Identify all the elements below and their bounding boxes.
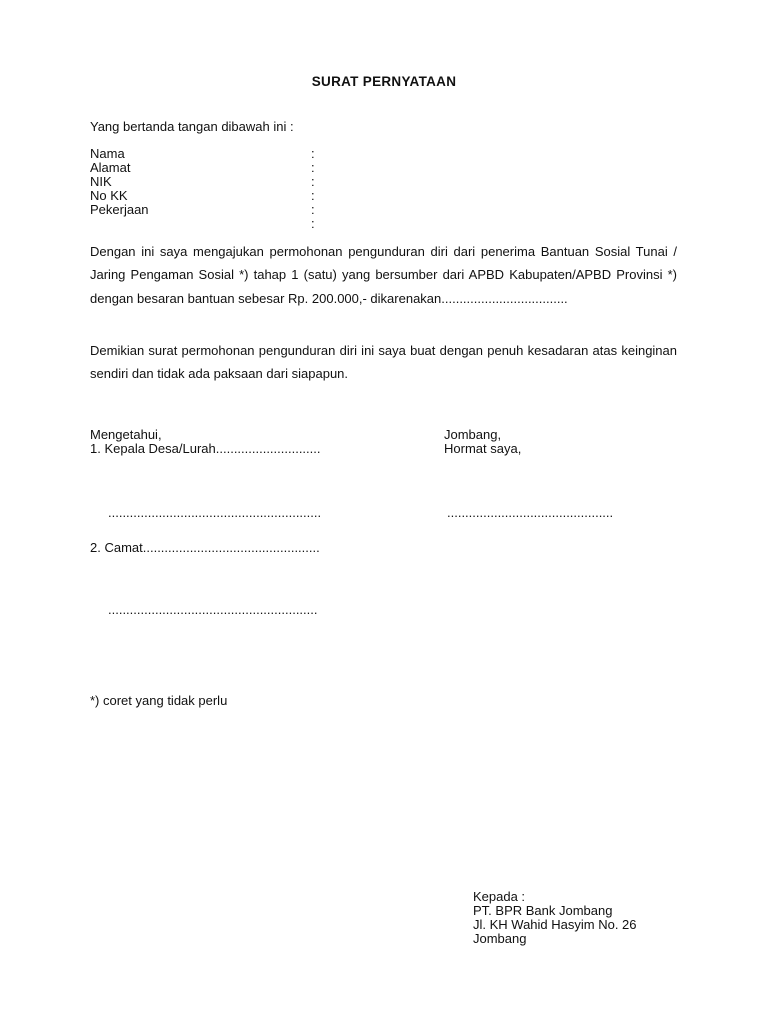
- field-label: NIK: [90, 174, 112, 189]
- identity-fields: [90, 146, 315, 231]
- camat-line: 2. Camat.................................................: [90, 540, 320, 555]
- field-label: Nama: [90, 146, 125, 161]
- address-street: Jl. KH Wahid Hasyim No. 26: [473, 917, 637, 932]
- field-label: Pekerjaan: [90, 202, 149, 217]
- closing-paragraph: Demikian surat permohonan pengunduran diri ini saya buat dengan penuh kesadaran atas keinginan sendiri dan tidak ada paksaan dari siapapun.: [90, 343, 677, 382]
- kepala-desa-signature-line: ...........................................................: [108, 505, 322, 520]
- field-label: No KK: [90, 188, 128, 203]
- field-colon: :: [311, 146, 315, 161]
- field-colon: :: [311, 188, 315, 203]
- intro-text: Yang bertanda tangan dibawah ini :: [90, 119, 294, 134]
- field-row-pekerjaan: [90, 202, 315, 217]
- mengetahui-label: Mengetahui,: [90, 427, 162, 442]
- field-row-alamat: [90, 160, 315, 175]
- field-row-nik: [90, 174, 315, 189]
- kepala-desa-line: 1. Kepala Desa/Lurah.............................: [90, 441, 321, 456]
- field-label: Alamat: [90, 160, 131, 175]
- field-row-no-kk: [90, 188, 315, 203]
- field-colon: :: [311, 160, 315, 175]
- field-colon: :: [311, 174, 315, 189]
- field-colon: :: [311, 202, 315, 217]
- place-date-label: Jombang,: [444, 427, 502, 442]
- letter-title: SURAT PERNYATAAN: [311, 74, 457, 89]
- address-city: Jombang: [473, 931, 527, 946]
- address-company: PT. BPR Bank Jombang: [473, 903, 613, 918]
- field-row-nama: [90, 146, 315, 161]
- statement-paragraph: Dengan ini saya mengajukan permohonan pengunduran diri dari penerima Bantuan Sosial Tunai / Jaring Pengaman Sosial *) tahap 1 (satu) yang bersumber dari APBD Kabupaten/APBD Provinsi *) dengan besaran bantuan sebesar Rp. 200.000,- dikarenakan...................................: [90, 244, 677, 306]
- applicant-signature-line: ..............................................: [447, 505, 614, 520]
- field-colon: :: [311, 216, 315, 231]
- camat-signature-line: ..........................................................: [108, 602, 318, 617]
- hormat-saya-label: Hormat saya,: [444, 441, 522, 456]
- footnote: *) coret yang tidak perlu: [90, 693, 228, 708]
- address-kepada: Kepada :: [473, 889, 526, 904]
- field-row-extra: [90, 216, 315, 231]
